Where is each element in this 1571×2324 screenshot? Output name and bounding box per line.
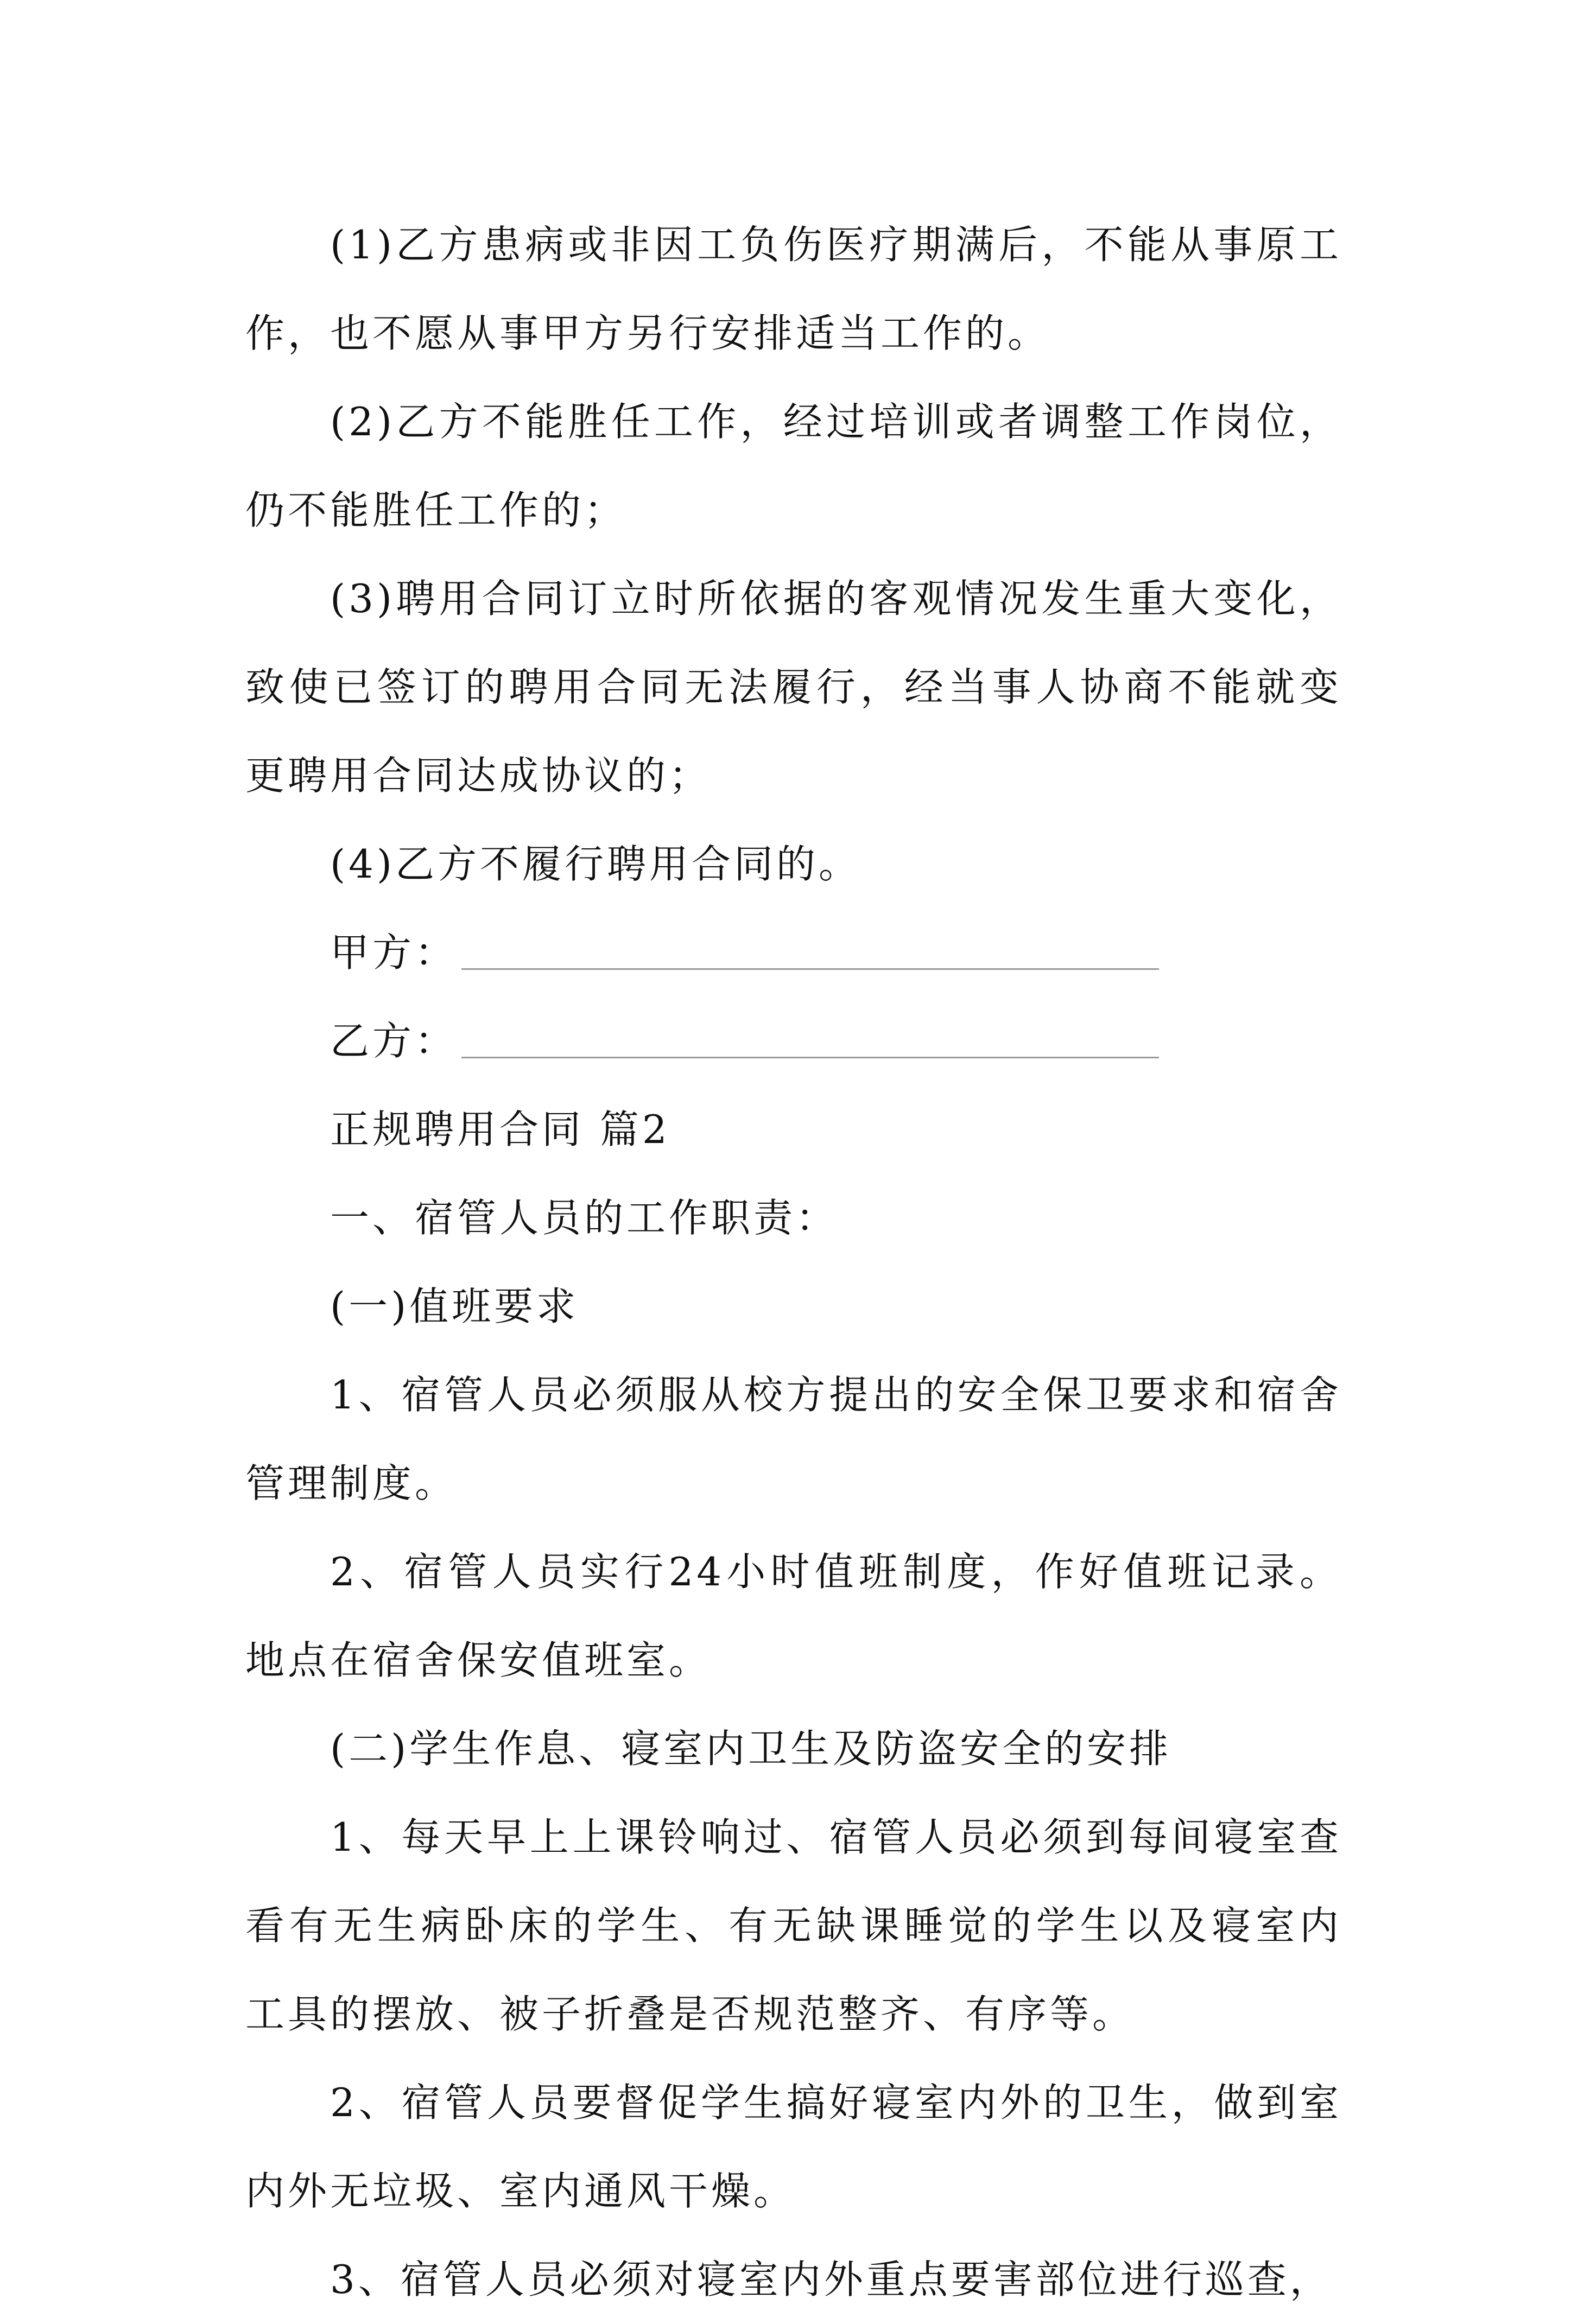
- part2-item-3: 3、宿管人员必须对寝室内外重点要害部位进行巡查，: [330, 2257, 1332, 2302]
- part2-item-2: 2、宿管人员要督促学生搞好寝室内外的卫生，做到室内外无垃圾、室内通风干燥。: [245, 2080, 1342, 2214]
- party-a-label: 甲方：: [330, 930, 458, 975]
- section-heading: 正规聘用合同 篇2: [330, 1107, 670, 1152]
- part2-title: (二)学生作息、寝室内卫生及防盗安全的安排: [330, 1726, 1172, 1771]
- part1-title: (一)值班要求: [330, 1284, 579, 1329]
- party-b-signature-line: [461, 1057, 1159, 1058]
- part1-item-1: 1、宿管人员必须服从校方提出的安全保卫要求和宿舍管理制度。: [245, 1372, 1342, 1506]
- clause-2: (2)乙方不能胜任工作，经过培训或者调整工作岗位，仍不能胜任工作的；: [245, 399, 1342, 533]
- party-b-signature: [245, 997, 1342, 1085]
- section-subheading: 一、宿管人员的工作职责：: [330, 1195, 839, 1241]
- clause-3: (3)聘用合同订立时所依据的客观情况发生重大变化，致使已签订的聘用合同无法履行，经当事人协商不能就变更聘用合同达成协议的；: [245, 576, 1342, 798]
- part2-item-1: 1、每天早上上课铃响过、宿管人员必须到每间寝室查看有无生病卧床的学生、有无缺课睡觉的学生以及寝室内工具的摆放、被子折叠是否规范整齐、有序等。: [245, 1814, 1342, 2037]
- document-body: [245, 201, 1342, 2324]
- clause-4: (4)乙方不履行聘用合同的。: [330, 841, 861, 887]
- clause-1: (1)乙方患病或非因工负伤医疗期满后，不能从事原工作，也不愿从事甲方另行安排适当工作的。: [245, 222, 1342, 356]
- party-a-signature-line: [461, 968, 1159, 970]
- party-b-label: 乙方：: [330, 1018, 458, 1064]
- part1-item-2: 2、宿管人员实行24小时值班制度，作好值班记录。地点在宿舍保安值班室。: [245, 1549, 1342, 1683]
- party-a-signature: [245, 909, 1342, 997]
